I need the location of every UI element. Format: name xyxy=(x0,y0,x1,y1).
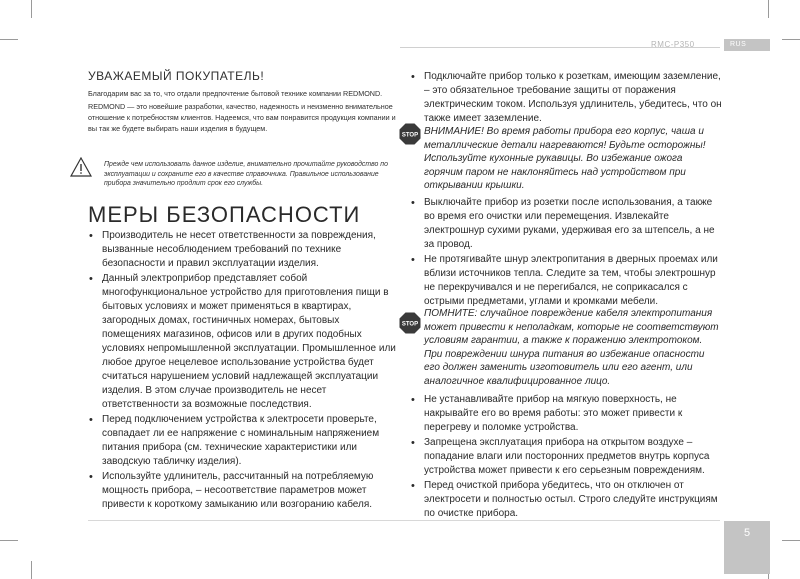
right-bullet-list-c xyxy=(410,393,722,522)
page-number: 5 xyxy=(743,527,751,539)
page-number-tab xyxy=(724,521,770,574)
warning-note: Прежде чем использовать данное изделие, внимательно прочитайте руководство по эксплуатации и сохраните его в качестве справочника. Правильное использование прибора значительно продлит срок его службы. xyxy=(104,161,388,188)
crop-mark xyxy=(782,39,800,40)
stop-warning-1: ВНИМАНИЕ! Во время работы прибора его корпус, чаша и металлические детали нагреваются! Будьте осторожны! Используйте кухонные рукавицы. Во избежание ожога горячим паром не наклоняйтесь над устройством при открывании крышки. xyxy=(424,126,706,191)
list-item: • Данный электроприбор представляет собой многофункциональное устройство для приготовления пищи в бытовых условиях и может применяться в квартирах, загородных домах, гостиничных номерах, бытовых помещениях магазинов, офисов или в других подобных условиях непромышленной эксплуатации. Промышленное или любое другое нецелевое использование устройства будет считаться нарушением условий надлежащей эксплуатации изделия. В этом случае производитель не несет ответственности за возможные последствия. xyxy=(88,272,400,412)
list-item: • Подключайте прибор только к розеткам, имеющим заземление, – это обязательное требование защиты от поражения электрическим током. Используя удлинитель, убедитесь, что он также имеет заземление. xyxy=(410,70,722,126)
list-item: • Не устанавливайте прибор на мягкую поверхность, не накрывайте его во время работы: это может привести к перегреву и поломке устройства. xyxy=(410,393,722,435)
warning-triangle-icon xyxy=(70,157,92,177)
list-item: • Выключайте прибор из розетки после использования, а также во время его очистки или перемещения. Извлекайте электрошнур сухими руками, удерживая его за штепсель, а не за провод. xyxy=(410,196,722,252)
list-item: • Производитель не несет ответственности за повреждения, вызванные несоблюдением требований по технике безопасности и правил эксплуатации изделия. xyxy=(88,229,400,271)
left-bullet-list xyxy=(88,229,400,513)
crop-mark xyxy=(31,0,32,18)
intro-paragraph-1: Благодарим вас за то, что отдали предпочтение бытовой технике компании REDMOND. xyxy=(88,89,383,98)
language-tab: RUS xyxy=(724,39,770,51)
list-item: • Перед очисткой прибора убедитесь, что он отключен от электросети и полностью остыл. Строго следуйте инструкциям по очистке прибора. xyxy=(410,479,722,521)
stop-warning-2: ПОМНИТЕ: случайное повреждение кабеля электропитания может привести к неполадкам, которые не соответствуют условиям гарантии, а также к поражению электротоком. При повреждении шнура питания во избежание опасности его должен заменить изготовитель или его агент, или аналогичное квалифицированное лицо. xyxy=(424,308,719,387)
section-title: МЕРЫ БЕЗОПАСНОСТИ xyxy=(88,202,361,227)
greeting-title: УВАЖАЕМЫЙ ПОКУПАТЕЛЬ! xyxy=(88,69,265,83)
stop-sign-icon xyxy=(399,123,421,145)
intro-paragraph-2: REDMOND — это новейшие разработки, качество, надежность и неизменно внимательное отношение к потребностям клиентов. Надеемся, что вам понравится продукция компании и вы так же будете выбирать наши изделия в будущем. xyxy=(88,102,396,133)
stop-label: STOP xyxy=(401,321,419,328)
crop-mark xyxy=(782,540,800,541)
list-item: • Запрещена эксплуатация прибора на открытом воздухе – попадание влаги или посторонних предметов внутрь корпуса устройства может привести к его серьезным повреждениям. xyxy=(410,436,722,478)
list-item: • Перед подключением устройства к электросети проверьте, совпадает ли ее напряжение с номинальным напряжением питания прибора (см. технические характеристики или заводскую табличку изделия). xyxy=(88,413,400,469)
stop-label: STOP xyxy=(401,132,419,139)
list-item: • Не протягивайте шнур электропитания в дверных проемах или вблизи источников тепла. Следите за тем, чтобы электрошнур не перекручивался и не перегибался, не соприкасался с острыми предметами, углами и кромками мебели. xyxy=(410,253,722,309)
right-bullet-list-b xyxy=(410,196,722,310)
crop-mark xyxy=(31,561,32,579)
footer-rule xyxy=(88,520,720,521)
right-bullet-list-a xyxy=(410,70,722,127)
crop-mark xyxy=(768,0,769,18)
stop-sign-icon xyxy=(399,312,421,334)
crop-mark xyxy=(0,39,18,40)
list-item: • Используйте удлинитель, рассчитанный на потребляемую мощность прибора, – несоответствие параметров может привести к короткому замыканию или возгоранию кабеля. xyxy=(88,470,400,512)
crop-mark xyxy=(0,540,18,541)
model-label: RMC-P350 xyxy=(651,40,695,49)
